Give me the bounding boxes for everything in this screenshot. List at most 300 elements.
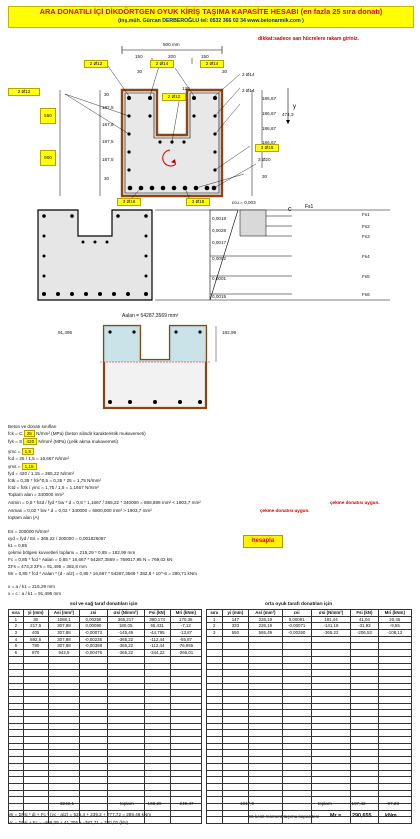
table-cell: [207, 790, 223, 797]
table-row: [207, 743, 412, 750]
table-cell: [144, 696, 170, 703]
left-table-body: [9, 616, 202, 823]
table-cell: [80, 790, 107, 797]
table-cell: [378, 656, 411, 663]
table-cell: -55,87: [170, 636, 201, 643]
gamma-c-row: [8, 449, 34, 454]
table-cell: -365,22: [311, 630, 350, 637]
table-cell: [23, 757, 48, 764]
table-cell: [80, 783, 107, 790]
page-subtitle: (inş.müh. Gürcan DERBEROĞLU tel: 0532 366 02 34 www.betonarmik.com ): [118, 18, 304, 24]
table-cell: 0,00256: [80, 616, 107, 623]
table-row: [207, 670, 412, 677]
table-cell: [282, 643, 311, 650]
force-6: Fs6: [362, 292, 370, 297]
table-cell: 405: [23, 630, 48, 637]
gamma-c-label: γmc =: [8, 449, 21, 454]
table-cell: [222, 737, 249, 744]
table-cell: [282, 636, 311, 643]
force-2: Fs2: [362, 224, 370, 229]
table-cell: [311, 777, 350, 784]
table-row: [207, 703, 412, 710]
table-cell: [207, 777, 223, 784]
table-cell: [222, 777, 249, 784]
table-row: [9, 650, 202, 657]
table-cell: [311, 643, 350, 650]
table-cell: -0,00260: [282, 630, 311, 637]
section-note: S6 kesit moment taşıma kapasitesi: [248, 814, 319, 819]
table-cell: [282, 723, 311, 730]
table-cell: [282, 683, 311, 690]
table-cell: [170, 696, 201, 703]
table-cell: [351, 777, 378, 784]
table-cell: [351, 763, 378, 770]
table-cell: [9, 683, 24, 690]
left-dim-3: 187,5: [102, 122, 114, 127]
table-cell: [9, 750, 24, 757]
table-row: [9, 783, 202, 790]
table-row: [207, 803, 412, 810]
rebar-r6: 2 Ø14: [242, 88, 255, 93]
table-cell: [249, 750, 282, 757]
table-cell: [282, 783, 311, 790]
table-cell: [282, 803, 311, 810]
gamma-s-row: [8, 464, 37, 469]
table-cell: [23, 777, 48, 784]
table-cell: [9, 670, 24, 677]
table-cell: [170, 777, 201, 784]
table-cell: [249, 777, 282, 784]
table-cell: [107, 710, 144, 717]
table-cell: [249, 676, 282, 683]
table-cell: [207, 797, 223, 804]
table-cell: [351, 783, 378, 790]
right-total-m: -97,23: [386, 801, 400, 806]
table-cell: 180,05: [107, 623, 144, 630]
table-cell: [80, 750, 107, 757]
inner-height-box[interactable]: 550: [40, 108, 56, 124]
table-cell: [170, 743, 201, 750]
table-cell: -206,53: [351, 630, 378, 637]
table-cell: [48, 723, 79, 730]
table-cell: [144, 730, 170, 737]
table-cell: [249, 763, 282, 770]
table-cell: [222, 670, 249, 677]
right-dim-4: 186,67: [262, 140, 277, 145]
table-row: [207, 683, 412, 690]
table-row: [207, 723, 412, 730]
gamma-s-label: γms =: [8, 464, 21, 469]
table-cell: [222, 696, 249, 703]
table-cell: [80, 683, 107, 690]
table-cell: [282, 757, 311, 764]
table-cell: [378, 650, 411, 657]
table-cell: -0,00476: [80, 650, 107, 657]
calculate-button[interactable]: hesapla: [243, 535, 283, 548]
right-results-table: [206, 609, 412, 824]
table-cell: [311, 650, 350, 657]
table-cell: [282, 790, 311, 797]
table-cell: [144, 690, 170, 697]
mr-label: Mr =: [330, 813, 342, 819]
table-cell: 170,36: [170, 616, 201, 623]
table-cell: [9, 737, 24, 744]
table-row: [9, 750, 202, 757]
table-cell: [249, 696, 282, 703]
col-header: Fsi (kN): [144, 610, 170, 617]
table-cell: [351, 770, 378, 777]
table-cell: [107, 690, 144, 697]
table-cell: [249, 737, 282, 744]
table-cell: [170, 663, 201, 670]
table-cell: 55,431: [144, 623, 170, 630]
rebar-r3[interactable]: 2 Ø14: [200, 60, 224, 68]
table-cell: [23, 723, 48, 730]
table-cell: -108,13: [378, 630, 411, 637]
table-cell: 2: [207, 623, 223, 630]
table-cell: [170, 717, 201, 724]
table-cell: [378, 683, 411, 690]
table-cell: [249, 790, 282, 797]
table-cell: [23, 710, 48, 717]
table-cell: [80, 696, 107, 703]
table-cell: [9, 757, 24, 764]
table-cell: [207, 757, 223, 764]
table-cell: [222, 643, 249, 650]
strain-6: 0,0015: [212, 294, 227, 299]
table-cell: [48, 683, 79, 690]
table-cell: [282, 663, 311, 670]
table-cell: [170, 656, 201, 663]
table-cell: [351, 730, 378, 737]
height-box[interactable]: 900: [40, 150, 56, 166]
title-banner: [8, 6, 414, 28]
table-cell: 333: [222, 623, 249, 630]
table-cell: [23, 737, 48, 744]
table-cell: [249, 730, 282, 737]
table-cell: [378, 703, 411, 710]
table-cell: [378, 790, 411, 797]
table-cell: [207, 717, 223, 724]
table-cell: 870: [23, 650, 48, 657]
col-header: Mri (kNm): [170, 610, 201, 617]
table-cell: [249, 770, 282, 777]
table-cell: [351, 650, 378, 657]
table-row: [9, 616, 202, 623]
table-row: [207, 643, 412, 650]
es-line: Es = 200000 N/mm²: [8, 529, 49, 534]
table-cell: [222, 730, 249, 737]
table-cell: [170, 723, 201, 730]
table-cell: [48, 737, 79, 744]
table-cell: [23, 663, 48, 670]
rebar-r2[interactable]: 2 Ø14: [150, 60, 174, 68]
table-cell: [351, 743, 378, 750]
table-cell: -31,93: [351, 623, 378, 630]
table-cell: [107, 783, 144, 790]
table-cell: [207, 650, 223, 657]
table-cell: [378, 783, 411, 790]
mr-value: 290,655: [352, 813, 372, 819]
table-cell: -0,00398: [80, 643, 107, 650]
table-cell: [9, 803, 24, 810]
rebar-r7[interactable]: 3 Ø18: [255, 144, 279, 152]
table-cell: [9, 723, 24, 730]
left-total-label: toplam: [120, 801, 134, 806]
table-cell: [80, 730, 107, 737]
table-cell: [378, 636, 411, 643]
fck-unit: N/mm² (MPa) (beton silindir karakteristik mukavemeti): [36, 431, 146, 436]
table-cell: [207, 690, 223, 697]
table-cell: [282, 743, 311, 750]
table-cell: [144, 670, 170, 677]
table-cell: [144, 717, 170, 724]
table-cell: 3: [207, 630, 223, 637]
calc-line-asmin: Asmin = 0,8 * fctd / fyd * bw * d = 0,8 * 1,1667 / 365,22 * 340000 = 868,889 mm² < 1903,7 mm²: [8, 500, 201, 505]
right-total-label: toplam: [318, 801, 332, 806]
top-dim-3: 150: [201, 54, 209, 59]
fyk-input[interactable]: 420: [23, 438, 37, 445]
table-cell: [144, 757, 170, 764]
table-cell: [170, 783, 201, 790]
table-row: [207, 616, 412, 623]
table-cell: [170, 817, 201, 824]
bottom-formula-2: Vc = ΣFsi + Fc = -469,09 + 41,305 + -387,71 = 700,02 (kN): [8, 820, 129, 825]
table-row: [9, 703, 202, 710]
table-cell: [48, 696, 79, 703]
col-header: Mri (kNm): [378, 610, 411, 617]
table-cell: [170, 676, 201, 683]
table-cell: 147: [222, 616, 249, 623]
table-cell: 780: [23, 643, 48, 650]
table-cell: [351, 656, 378, 663]
table-cell: [9, 790, 24, 797]
table-cell: [311, 710, 350, 717]
table-cell: [222, 703, 249, 710]
fck-input[interactable]: 25: [24, 430, 35, 437]
table-cell: 181,44: [311, 616, 350, 623]
calc-line-asmax: Asmax = 0,02 * bw * d = 0,02 * 340000 = 6800,000 mm² > 1903,7 mm²: [8, 508, 152, 513]
fck-row: [8, 431, 146, 436]
x-line-2: x = c : a / k1 = 91,495 mm: [8, 591, 62, 596]
table-cell: -365,22: [107, 650, 144, 657]
table-cell: [107, 737, 144, 744]
asmax-ok: çekme donatısı uygun.: [260, 508, 310, 513]
table-cell: [9, 710, 24, 717]
rebar-left[interactable]: 2 Ø12: [8, 88, 40, 96]
table-cell: [282, 717, 311, 724]
table-cell: [80, 656, 107, 663]
table-cell: [48, 763, 79, 770]
table-cell: [282, 737, 311, 744]
table-cell: [378, 690, 411, 697]
table-cell: [351, 663, 378, 670]
table-cell: [9, 656, 24, 663]
table-cell: [311, 770, 350, 777]
table-cell: [378, 757, 411, 764]
table-row: [207, 737, 412, 744]
table-cell: [311, 656, 350, 663]
table-cell: [48, 656, 79, 663]
col-header: sıra: [9, 610, 24, 617]
table-cell: [144, 663, 170, 670]
rebar-r10[interactable]: 3 Ø16: [117, 198, 141, 206]
table-cell: [282, 676, 311, 683]
right-dim-1: 185,67: [262, 96, 277, 101]
table-cell: [311, 783, 350, 790]
table-cell: -7,12: [170, 623, 201, 630]
table-cell: [207, 703, 223, 710]
col-header: sıra: [207, 610, 223, 617]
table-cell: [9, 730, 24, 737]
table-cell: [311, 670, 350, 677]
table-cell: [222, 743, 249, 750]
table-cell: [23, 683, 48, 690]
table-cell: [249, 710, 282, 717]
table-cell: [311, 750, 350, 757]
rebar-r9[interactable]: 3 Ø18: [186, 198, 210, 206]
table-row: [9, 656, 202, 663]
table-cell: [311, 730, 350, 737]
strain-3: 0,0017: [212, 240, 227, 245]
table-row: [9, 723, 202, 730]
table-cell: [170, 730, 201, 737]
table-row: [207, 757, 412, 764]
table-cell: -44,795: [144, 630, 170, 637]
table-cell: [80, 777, 107, 784]
table-cell: 1068,1: [48, 616, 79, 623]
table-cell: [311, 696, 350, 703]
table-cell: [48, 790, 79, 797]
calc-line-fcd: fcd = 25 / 1,5 = 16,667 N/mm²: [8, 456, 70, 461]
inputs-header: Beton ve donatı sınıfları: [8, 424, 57, 429]
table-cell: [170, 670, 201, 677]
table-cell: [378, 770, 411, 777]
table-cell: [207, 710, 223, 717]
table-cell: -13,87: [170, 630, 201, 637]
table-cell: [144, 770, 170, 777]
table-cell: [23, 763, 48, 770]
table-cell: [222, 636, 249, 643]
table-row: [207, 676, 412, 683]
table-cell: [9, 770, 24, 777]
table-cell: [282, 703, 311, 710]
table-cell: [249, 650, 282, 657]
table-cell: [207, 676, 223, 683]
table-cell: [9, 690, 24, 697]
rebar-r5[interactable]: 2 Ø12: [162, 93, 186, 101]
table-cell: 3: [9, 630, 24, 637]
table-cell: [48, 777, 79, 784]
table-cell: [249, 670, 282, 677]
table-cell: [23, 770, 48, 777]
table-cell: [107, 683, 144, 690]
table-cell: [222, 683, 249, 690]
table-cell: [351, 703, 378, 710]
table-row: [9, 630, 202, 637]
table-cell: [23, 743, 48, 750]
top-dim-2: 200: [168, 54, 176, 59]
table-row: [207, 717, 412, 724]
table-cell: [378, 717, 411, 724]
col-header: yi (mm): [23, 610, 48, 617]
table-cell: -0,00235: [80, 636, 107, 643]
table-cell: [282, 770, 311, 777]
table-cell: 0,00091: [282, 616, 311, 623]
table-cell: [23, 717, 48, 724]
table-row: [9, 730, 202, 737]
table-cell: -112,44: [144, 636, 170, 643]
left-total-f: -168,29: [146, 801, 162, 806]
table-cell: [144, 723, 170, 730]
table-cell: [80, 797, 107, 804]
gamma-s-input[interactable]: 1,15: [22, 463, 37, 470]
table-cell: 217,5: [23, 623, 48, 630]
right-total-f: -197,42: [350, 801, 366, 806]
table-cell: [144, 790, 170, 797]
top-dim-1: 150: [135, 54, 143, 59]
calc-line-fyd: fyd = 420 / 1,15 = 365,22 N/mm²: [8, 471, 75, 476]
table-cell: 592,5: [23, 636, 48, 643]
table-cell: [207, 737, 223, 744]
table-row: [207, 790, 412, 797]
strain-4: 0,0002: [212, 256, 227, 261]
table-cell: [9, 663, 24, 670]
table-cell: [282, 656, 311, 663]
table-cell: [249, 656, 282, 663]
svg-text:Fs1: Fs1: [305, 204, 314, 210]
rebar-r1[interactable]: 2 Ø12: [84, 60, 108, 68]
table-cell: [378, 643, 411, 650]
table-cell: 307,88: [48, 630, 79, 637]
table-cell: -0,00073: [80, 630, 107, 637]
table-cell: -344,22: [144, 650, 170, 657]
table-cell: [207, 696, 223, 703]
bottom-formula-1: Mr = ΣFsi * di + Fc * (yc - a/2) = 529,4 + 239,2 + 777,72 = 289,46 kNm: [8, 812, 152, 817]
table-cell: 6: [9, 650, 24, 657]
table-cell: [107, 777, 144, 784]
col-header: Asi (mm²): [249, 610, 282, 617]
force-5: Fs5: [362, 274, 370, 279]
gamma-c-input[interactable]: 1,5: [22, 448, 34, 455]
table-row: [9, 676, 202, 683]
strain-5: 0,0001: [212, 276, 227, 281]
table-cell: [107, 670, 144, 677]
table-cell: [170, 810, 201, 817]
col-header: σsi (N/mm²): [107, 610, 144, 617]
right-table-body: [207, 616, 412, 823]
table-cell: [207, 636, 223, 643]
table-cell: [222, 790, 249, 797]
table-cell: [107, 750, 144, 757]
right-dim-3: 186,67: [262, 126, 277, 131]
table-cell: 226,19: [249, 616, 282, 623]
table-cell: [23, 656, 48, 663]
table-row: [207, 656, 412, 663]
table-cell: [249, 636, 282, 643]
table-cell: [378, 710, 411, 717]
table-cell: [144, 683, 170, 690]
table-cell: [170, 763, 201, 770]
fck-label: fck = C: [8, 431, 23, 436]
table-cell: 942,5: [48, 650, 79, 657]
table-cell: [222, 763, 249, 770]
table-cell: [48, 770, 79, 777]
table-cell: [351, 643, 378, 650]
col-header: εsi: [80, 610, 107, 617]
table-cell: -141,18: [311, 623, 350, 630]
table-row: [9, 757, 202, 764]
